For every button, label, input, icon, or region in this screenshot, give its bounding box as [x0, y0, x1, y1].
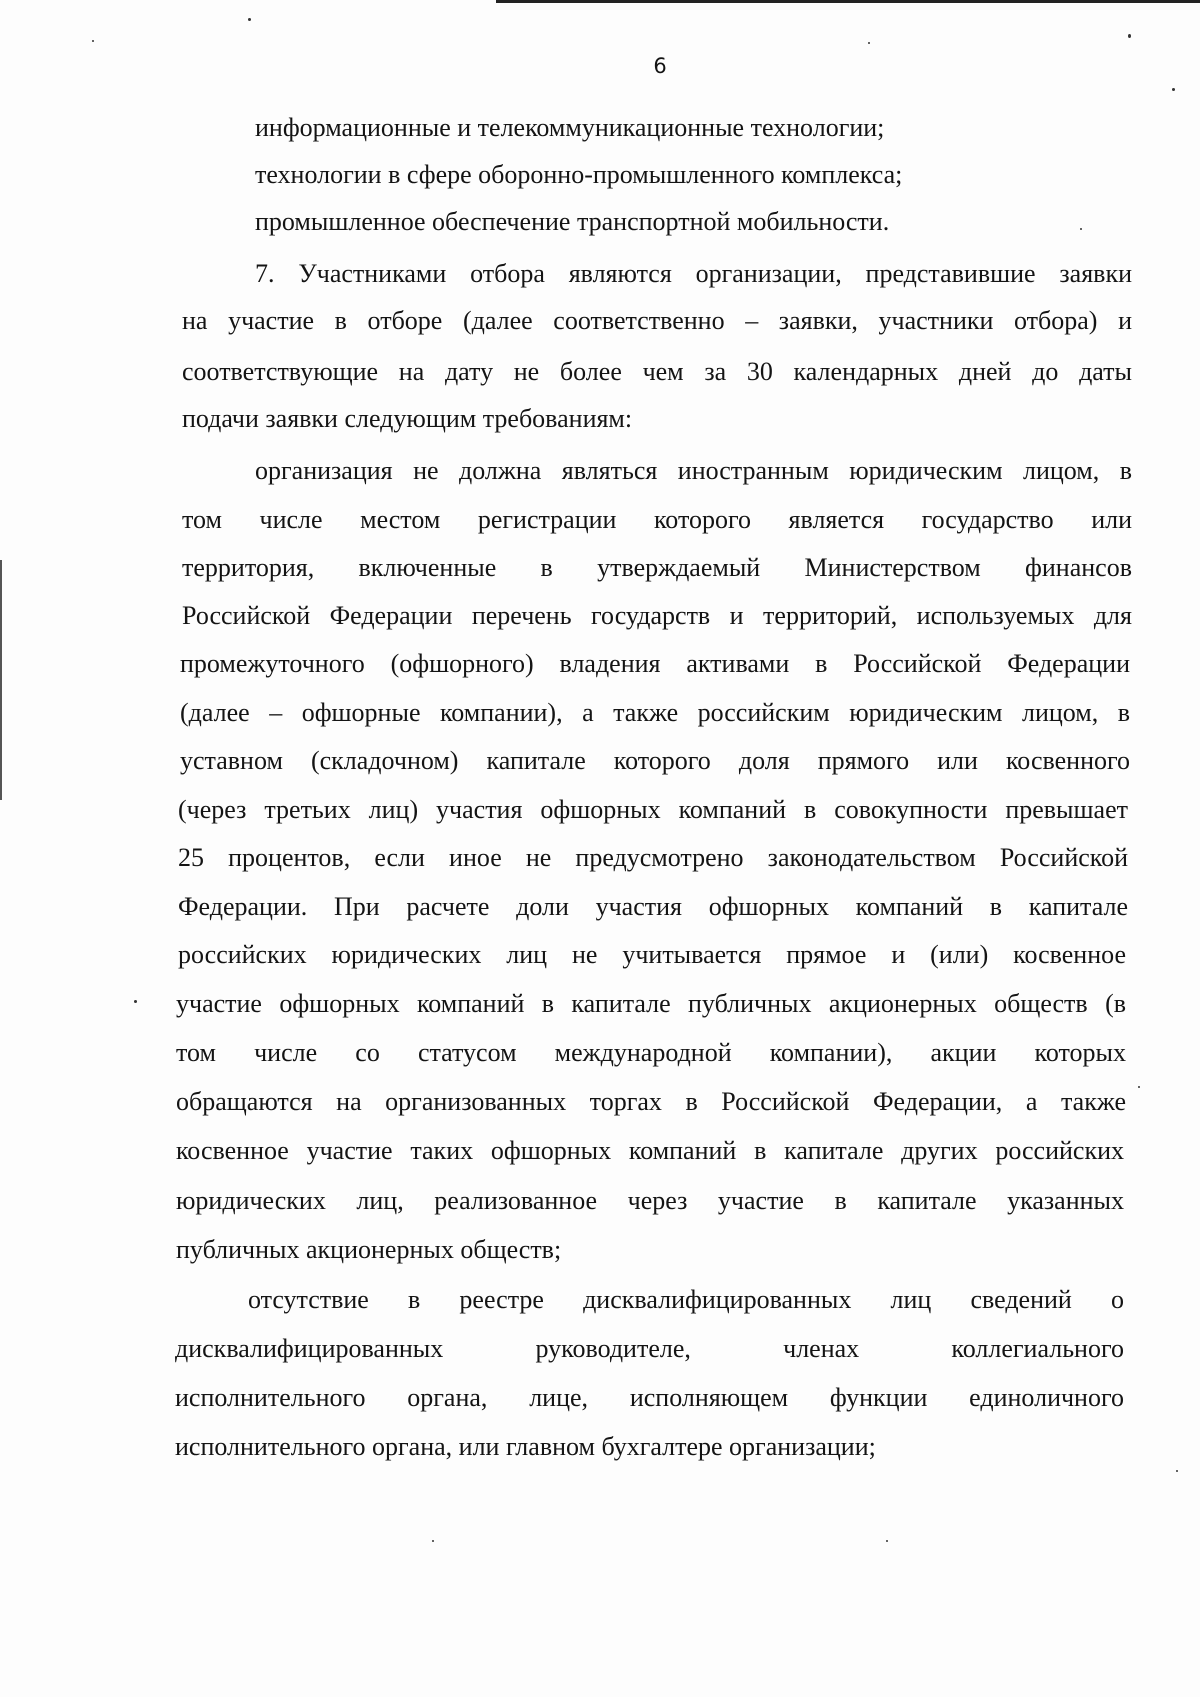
requirement-offshore-line: (далее – офшорные компании), а также российским юридическим лицом, в — [180, 698, 1130, 727]
requirement-offshore-line: том числе местом регистрации которого является государство или — [182, 505, 1132, 534]
scan-speck — [1172, 88, 1175, 91]
requirement-offshore-line: обращаются на организованных торгах в Российской Федерации, а также — [176, 1087, 1126, 1116]
paragraph-7-line: на участие в отборе (далее соответственно – заявки, участники отбора) и — [182, 306, 1132, 335]
requirement-offshore-line: юридических лиц, реализованное через участие в капитале указанных — [176, 1186, 1124, 1215]
requirement-disqualified-line: исполнительного органа, или главном бухгалтере организации; — [175, 1432, 876, 1461]
requirement-offshore-line: промежуточного (офшорного) владения активами в Российской Федерации — [180, 649, 1130, 678]
scan-speck — [134, 1000, 137, 1003]
requirement-disqualified-line: дисквалифицированных руководителе, членах коллегиального — [175, 1334, 1124, 1363]
requirement-offshore-line: участие офшорных компаний в капитале публичных акционерных обществ (в — [176, 989, 1126, 1018]
requirement-offshore-line: том числе со статусом международной компании), акции которых — [176, 1038, 1126, 1067]
requirement-offshore-line: Федерации. При расчете доли участия офшорных компаний в капитале — [178, 892, 1128, 921]
paragraph-7-line: 7. Участниками отбора являются организации, представившие заявки — [255, 259, 1132, 288]
scan-speck — [868, 42, 870, 44]
scan-speck — [1176, 1470, 1178, 1472]
scan-speck — [886, 1540, 888, 1542]
scan-speck — [432, 1540, 434, 1542]
requirement-offshore-line: публичных акционерных обществ; — [176, 1235, 562, 1264]
requirement-disqualified-line: отсутствие в реестре дисквалифицированных лиц сведений о — [248, 1285, 1124, 1314]
requirement-offshore-line: (через третьих лиц) участия офшорных компаний в совокупности превышает — [178, 795, 1128, 824]
scan-edge-left — [0, 560, 2, 800]
page-number: 6 — [653, 54, 667, 78]
requirement-offshore-line: Российской Федерации перечень государств и территорий, используемых для — [182, 601, 1132, 630]
scan-speck — [1138, 1086, 1140, 1088]
scan-speck — [1080, 228, 1082, 230]
scan-speck — [248, 18, 251, 21]
paragraph-7-line: подачи заявки следующим требованиям: — [182, 404, 633, 433]
list-item-transport: промышленное обеспечение транспортной мобильности. — [255, 207, 890, 236]
list-item-ict: информационные и телекоммуникационные технологии; — [255, 113, 885, 142]
requirement-offshore-line: косвенное участие таких офшорных компаний в капитале других российских — [176, 1136, 1124, 1165]
list-item-defense: технологии в сфере оборонно-промышленного комплекса; — [255, 160, 903, 189]
requirement-offshore-line: 25 процентов, если иное не предусмотрено законодательством Российской — [178, 843, 1128, 872]
scan-speck — [1128, 34, 1131, 38]
paragraph-7-line: соответствующие на дату не более чем за 30 календарных дней до даты — [182, 357, 1132, 386]
scan-edge-top — [496, 0, 1200, 3]
scan-speck — [92, 40, 94, 42]
requirement-disqualified-line: исполнительного органа, лице, исполняющем функции единоличного — [175, 1383, 1124, 1412]
requirement-offshore-line: российских юридических лиц не учитывается прямое и (или) косвенное — [178, 940, 1126, 969]
requirement-offshore-line: территория, включенные в утверждаемый Министерством финансов — [182, 553, 1132, 582]
requirement-offshore-line: организация не должна являться иностранным юридическим лицом, в — [255, 456, 1132, 485]
requirement-offshore-line: уставном (складочном) капитале которого доля прямого или косвенного — [180, 746, 1130, 775]
